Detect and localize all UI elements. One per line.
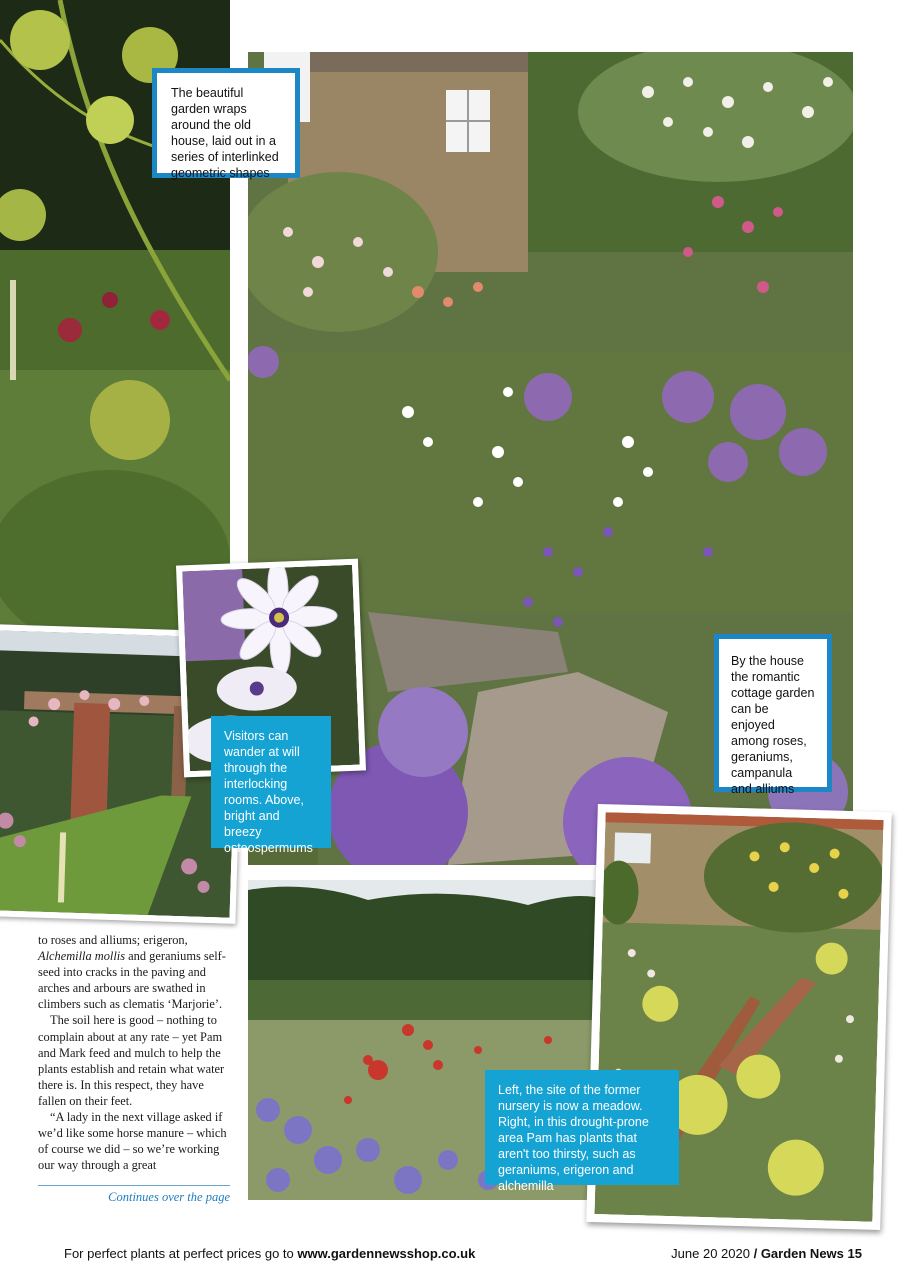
continues-over-page-link[interactable]: Continues over the page (108, 1190, 230, 1204)
body-paragraph-3: “A lady in the next village asked if we’d like some horse manure – which of course we did – so we’re working our way through a great (38, 1110, 227, 1173)
caption-house-text: The beautiful garden wraps around the old house, laid out in a series of interlinked geometric shapes (171, 86, 279, 180)
body-paragraph-1 (38, 932, 230, 1012)
footer-magazine-name: Garden News (760, 1246, 844, 1261)
article-body (38, 932, 230, 1173)
footer-date: June 20 2020 (671, 1246, 750, 1261)
footer-separator: / (749, 1246, 761, 1261)
caption-visitors (211, 716, 331, 855)
footer-promo (64, 1246, 475, 1261)
caption-meadow-text: Left, the site of the former nursery is now a meadow. Right, in this drought-prone area Pam has plants that aren't too thirsty, such as geraniums, erigeron and alchemilla (498, 1083, 649, 1193)
footer-shop-url[interactable]: www.gardennewsshop.co.uk (297, 1246, 476, 1261)
caption-visitors-text: Visitors can wander at will through the interlocking rooms. Above, bright and breezy osteospermums (224, 729, 313, 855)
footer-page-number: 15 (847, 1246, 862, 1261)
body-p1-latin-name: Alchemilla mollis (38, 949, 126, 964)
body-paragraph-2: The soil here is good – nothing to complain about at any rate – yet Pam and Mark feed and mulch to help the plants establish and retain what water there is. In this respect, they have fallen on their feet. (38, 1013, 225, 1108)
caption-cottage-text: By the house the romantic cottage garden can be enjoyed among roses, geraniums, campanula and alliums (731, 654, 815, 796)
caption-cottage (714, 634, 832, 796)
footer-promo-text: For perfect plants at perfect prices go to (64, 1246, 298, 1261)
footer-page-info (671, 1246, 862, 1261)
caption-meadow (485, 1070, 679, 1193)
caption-house (152, 68, 300, 178)
body-p1-start: to roses and alliums; erigeron, (38, 933, 188, 947)
continues-divider (38, 1185, 230, 1186)
body-p1-end: and geraniums self-seed into cracks in the paving and arches and arbours are swathed in climbers such as clematis ‘Marjorie’. (38, 949, 226, 1012)
